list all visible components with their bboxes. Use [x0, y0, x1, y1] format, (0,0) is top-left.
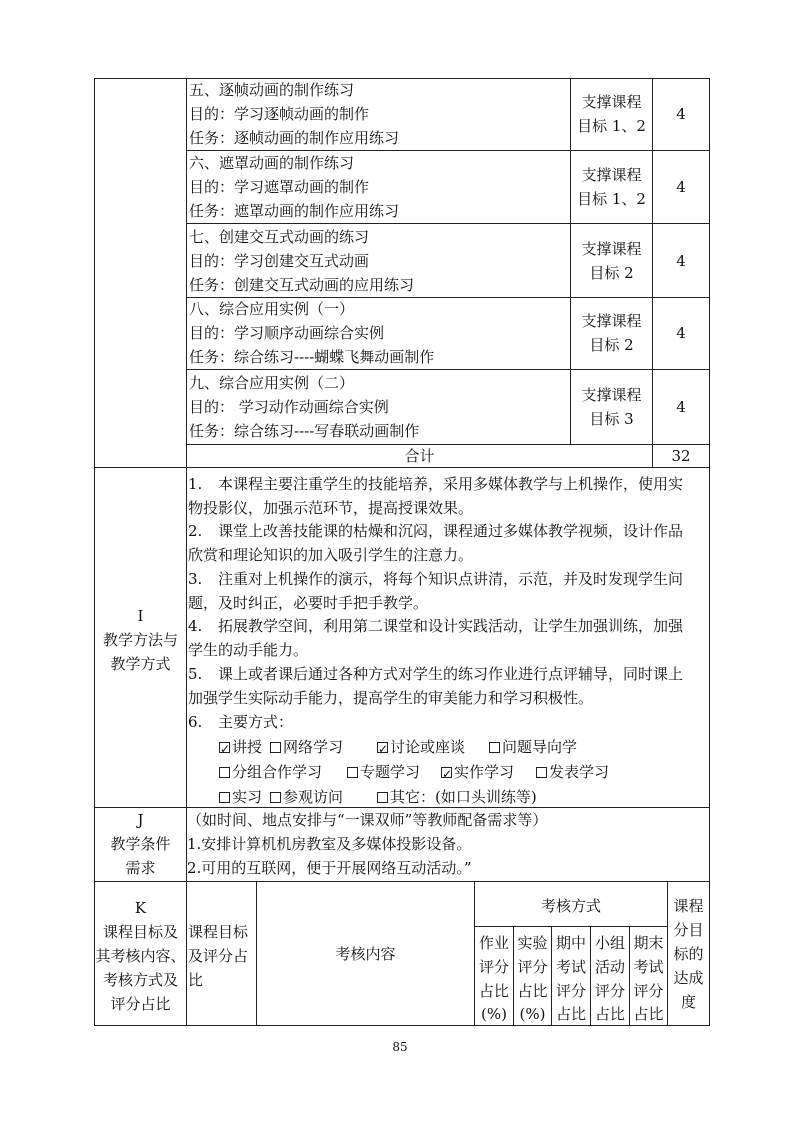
- header-goal-line3: 比: [188, 971, 204, 989]
- table-border-left: [94, 78, 95, 1026]
- checkbox-icon[interactable]: [270, 742, 281, 753]
- method-col-homework: 评分: [478, 958, 509, 976]
- method-option-other[interactable]: [377, 786, 537, 808]
- section-i-title-line1: 教学方法与: [102, 631, 178, 649]
- exercise-title: 六、遮罩动画的制作练习: [189, 154, 355, 172]
- exercise-hours: 4: [676, 178, 686, 196]
- table-border-right: [709, 78, 710, 1026]
- exercise-task: 任务：综合练习----蝴蝶飞舞动画制作: [189, 348, 435, 366]
- method-col-homework: 占比: [478, 982, 509, 1000]
- section-k-title-line1: 课程目标及: [102, 923, 178, 941]
- exercise-goal: 目的：学习遮罩动画的制作: [189, 178, 370, 196]
- method-col-homework: (%): [481, 1005, 507, 1023]
- section-i-title-line2: 教学方式: [110, 655, 171, 673]
- support-goal-line2: 目标 2: [589, 336, 634, 354]
- header-assessment-method: 考核方式: [540, 897, 601, 915]
- total-label: 合计: [404, 447, 435, 465]
- method-option-topic-study[interactable]: [347, 761, 420, 783]
- option-label: 发表学习: [549, 763, 610, 781]
- main-methods-label: 主要方式：: [218, 713, 294, 731]
- method-item-number: 1.: [188, 475, 203, 493]
- section-j-title-line2: 需求: [125, 859, 156, 877]
- section-k-title-line4: 评分占比: [110, 995, 171, 1013]
- header-degree: 达成: [673, 969, 704, 987]
- exercise-goal: 目的：学习创建交互式动画: [189, 252, 370, 270]
- method-col-experiment: 评分: [517, 958, 548, 976]
- header-degree: 标的: [673, 945, 704, 963]
- support-goal-line1: 支撑课程: [581, 386, 642, 404]
- conditions-item: 2.可用的互联网，便于开展网络互动活动。”: [187, 859, 472, 877]
- exercise-title: 七、创建交互式动画的练习: [189, 228, 370, 246]
- checkbox-checked-icon[interactable]: [441, 767, 452, 778]
- row-divider: [186, 369, 710, 370]
- exercise-hours: 4: [676, 105, 686, 123]
- method-item-text: 注重对上机操作的演示，将每个知识点讲清，示范，并及时发现学生问: [218, 570, 684, 588]
- method-item-text: 题，及时纠正，必要时手把手教学。: [188, 594, 429, 612]
- exercise-hours: 4: [676, 324, 686, 342]
- method-option-lecture[interactable]: [219, 736, 262, 758]
- exercise-task: 任务：逐帧动画的制作应用练习: [189, 129, 400, 147]
- checkbox-icon[interactable]: [219, 792, 230, 803]
- method-item-text: 欣赏和理论知识的加入吸引学生的注意力。: [188, 546, 474, 564]
- method-col-group: 评分: [594, 982, 625, 1000]
- method-col-midterm: 期中: [555, 934, 586, 952]
- method-item-text: 学生的动手能力。: [188, 641, 309, 659]
- checkbox-checked-icon[interactable]: [377, 742, 388, 753]
- method-col-final: 期末: [633, 934, 664, 952]
- method-col-group: 占比: [594, 1005, 625, 1023]
- option-label: 分组合作学习: [232, 763, 323, 781]
- method-item-number: 5.: [188, 665, 203, 683]
- checkbox-icon[interactable]: [536, 767, 547, 778]
- exercise-title: 八、综合应用实例（一）: [189, 300, 355, 318]
- row-divider: [186, 223, 710, 224]
- header-degree: 分目: [673, 921, 704, 939]
- section-k-title-line3: 考核方式及: [102, 971, 178, 989]
- support-goal-line1: 支撑课程: [581, 166, 642, 184]
- support-goal-line2: 目标 2: [589, 264, 634, 282]
- header-assessment-content: 考核内容: [335, 945, 396, 963]
- conditions-note: （如时间、地点安排与“一课双师”等教师配备需求等）: [187, 811, 548, 829]
- checkbox-icon[interactable]: [377, 792, 388, 803]
- method-col-midterm: 考试: [555, 958, 586, 976]
- option-label: 实作学习: [454, 763, 515, 781]
- section-j-title-line1: 教学条件: [110, 835, 171, 853]
- col-divider: [186, 78, 187, 468]
- method-item-number: 6.: [188, 713, 203, 731]
- support-goal-line1: 支撑课程: [581, 93, 642, 111]
- option-label: 网络学习: [283, 738, 344, 756]
- section-j-letter: J: [137, 811, 144, 829]
- method-col-group: 小组: [594, 934, 625, 952]
- exercise-title: 五、逐帧动画的制作练习: [189, 81, 355, 99]
- conditions-item: 1.安排计算机机房教室及多媒体投影设备。: [187, 835, 472, 853]
- method-header-divider: [474, 926, 667, 927]
- support-goal-line1: 支撑课程: [581, 312, 642, 330]
- checkbox-icon[interactable]: [347, 767, 358, 778]
- support-goal-line2: 目标 1、2: [577, 190, 646, 208]
- option-label: 讨论或座谈: [390, 738, 466, 756]
- checkbox-icon[interactable]: [270, 792, 281, 803]
- method-col-final: 评分: [633, 982, 664, 1000]
- col-divider: [186, 881, 187, 1026]
- option-label: 专题学习: [360, 763, 421, 781]
- method-option-visit[interactable]: [270, 786, 343, 808]
- section-k-title-line2: 其考核内容、: [95, 947, 186, 965]
- method-col-experiment: (%): [519, 1005, 546, 1023]
- method-option-group-cooperation[interactable]: [219, 761, 322, 783]
- checkbox-icon[interactable]: [219, 767, 230, 778]
- method-item-number: 4.: [188, 617, 203, 635]
- exercise-task: 任务：创建交互式动画的应用练习: [189, 276, 415, 294]
- total-value: 32: [671, 447, 691, 465]
- method-option-discussion[interactable]: [377, 736, 465, 758]
- header-degree: 课程: [673, 897, 704, 915]
- checkbox-icon[interactable]: [489, 742, 500, 753]
- method-col-final: 考试: [633, 958, 664, 976]
- method-option-problem-oriented[interactable]: [489, 736, 577, 758]
- exercise-hours: 4: [676, 252, 686, 270]
- method-option-online-learning[interactable]: [270, 736, 343, 758]
- method-item-number: 2.: [188, 522, 203, 540]
- method-option-presentation[interactable]: [536, 761, 609, 783]
- method-col-experiment: 占比: [517, 982, 548, 1000]
- method-option-internship[interactable]: [219, 786, 262, 808]
- col-divider: [186, 467, 187, 808]
- header-goal-line2: 及评分占: [188, 947, 249, 965]
- exercise-goal: 目的：学习顺序动画综合实例: [189, 324, 385, 342]
- option-label: 讲授: [232, 738, 263, 756]
- option-label: 其它：(如口头训练等): [390, 788, 537, 806]
- method-item-text: 本课程主要注重学生的技能培养，采用多媒体教学与上机操作，使用实: [218, 475, 684, 493]
- method-item-text: 加强学生实际动手能力，提高学生的审美能力和学习积极性。: [188, 689, 594, 707]
- option-label: 参观访问: [283, 788, 344, 806]
- checkbox-checked-icon[interactable]: [219, 742, 230, 753]
- exercise-goal: 目的： 学习动作动画综合实例: [189, 398, 389, 416]
- method-item-number: 3.: [188, 570, 203, 588]
- exercise-title: 九、综合应用实例（二）: [189, 374, 355, 392]
- exercise-task: 任务：遮罩动画的制作应用练习: [189, 202, 400, 220]
- exercise-hours: 4: [676, 398, 686, 416]
- method-option-practical[interactable]: [441, 761, 514, 783]
- header-goal-line1: 课程目标: [188, 923, 249, 941]
- page-number: 85: [392, 1040, 408, 1054]
- method-col-group: 活动: [594, 958, 625, 976]
- method-col-final: 占比: [633, 1005, 664, 1023]
- support-goal-line2: 目标 3: [589, 410, 634, 428]
- method-item-text: 课堂上改善技能课的枯燥和沉闷，课程通过多媒体教学视频，设计作品: [218, 522, 684, 540]
- method-item-text: 物投影仪，加强示范环节，提高授课效果。: [188, 499, 474, 517]
- header-degree: 度: [680, 993, 696, 1011]
- method-item-text: 课上或者课后通过各种方式对学生的练习作业进行点评辅导，同时课上: [218, 665, 684, 683]
- method-col-midterm: 评分: [555, 982, 586, 1000]
- option-label: 实习: [232, 788, 263, 806]
- option-label: 问题导向学: [502, 738, 578, 756]
- support-goal-line2: 目标 1、2: [577, 117, 646, 135]
- section-k-letter: K: [134, 899, 147, 917]
- exercise-goal: 目的：学习逐帧动画的制作: [189, 105, 370, 123]
- support-goal-line1: 支撑课程: [581, 240, 642, 258]
- method-col-homework: 作业: [478, 934, 509, 952]
- method-item-text: 拓展教学空间，利用第二课堂和设计实践活动，让学生加强训练，加强: [218, 617, 684, 635]
- section-i-letter: I: [137, 607, 144, 625]
- exercise-task: 任务：综合练习----写春联动画制作: [189, 422, 420, 440]
- method-col-midterm: 占比: [555, 1005, 586, 1023]
- method-col-experiment: 实验: [517, 934, 548, 952]
